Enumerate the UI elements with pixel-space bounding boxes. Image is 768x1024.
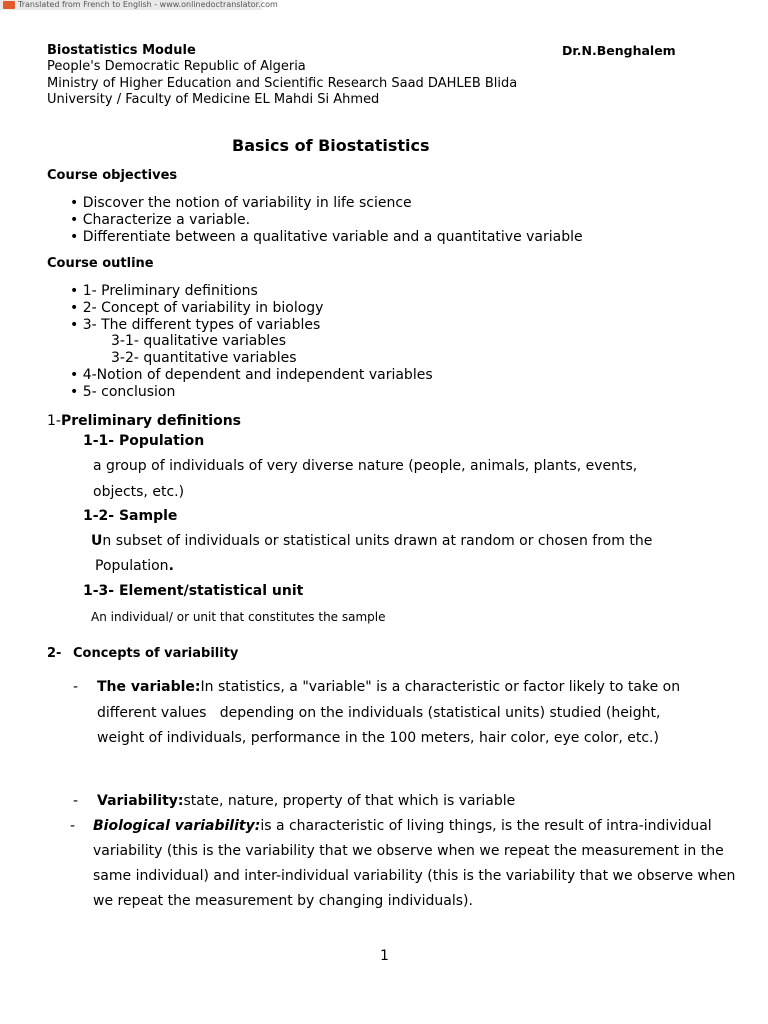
biological-line-1 (93, 818, 712, 835)
biological-line-4: we repeat the measurement by changing individuals). (93, 893, 473, 909)
sample-text-2-period: . (168, 558, 174, 574)
variability-term: Variability: (97, 793, 184, 809)
biological-line-3: same individual) and inter-individual variability (this is the variability that we observe when (93, 868, 736, 884)
section-1-heading (47, 413, 241, 430)
variable-term: The variable: (97, 679, 201, 695)
sample-text-1-rest: n subset of individuals or statistical units drawn at random or chosen from the (102, 533, 653, 549)
variability-dash: - (73, 793, 79, 809)
banner-text: Translated from French to English - www.onlinedoctranslator.com (18, 0, 278, 9)
biological-line-2: variability (this is the variability that we observe when we repeat the measurement in the (93, 843, 724, 859)
outline-subitem: 3-1- qualitative variables (111, 333, 287, 349)
variable-definition: In statistics, a "variable" is a characteristic or factor likely to take on (200, 679, 681, 695)
variable-line-3: weight of individuals, performance in the 100 meters, hair color, eye color, etc.) (97, 730, 659, 746)
variability-definition: state, nature, property of that which is variable (183, 793, 516, 809)
header-line-2: Ministry of Higher Education and Scientific Research Saad DAHLEB Blida (47, 76, 518, 91)
objective-item: • Differentiate between a qualitative variable and a quantitative variable (70, 229, 583, 245)
variable-dash: - (73, 679, 79, 695)
outline-item: • 4-Notion of dependent and independent variables (70, 367, 433, 383)
outline-item: • 5- conclusion (70, 384, 176, 400)
module-title: Biostatistics Module (47, 43, 196, 58)
objective-item: • Characterize a variable. (70, 212, 251, 228)
outline-subitem: 3-2- quantitative variables (111, 350, 297, 366)
outline-item: • 3- The different types of variables (70, 317, 321, 333)
variable-line-2: different values depending on the individuals (statistical units) studied (height, (97, 705, 661, 721)
element-heading: 1-3- Element/statistical unit (83, 583, 304, 599)
sample-text-2 (95, 558, 174, 575)
translation-banner[interactable] (0, 0, 278, 10)
objective-item: • Discover the notion of variability in life science (70, 195, 412, 211)
population-text-2: objects, etc.) (93, 484, 185, 500)
header-line-3: University / Faculty of Medicine EL Mahdi Si Ahmed (47, 92, 380, 107)
biological-term: Biological variability: (93, 818, 261, 834)
header-line-1: People's Democratic Republic of Algeria (47, 59, 306, 74)
element-text: An individual/ or unit that constitutes the sample (91, 610, 386, 624)
sample-text-2-word: Population (95, 558, 169, 574)
population-text-1: a group of individuals of very diverse nature (people, animals, plants, events, (93, 458, 638, 474)
variability-line (97, 793, 515, 810)
variable-line-1 (97, 679, 680, 696)
objectives-heading: Course objectives (47, 168, 178, 183)
outline-item: • 2- Concept of variability in biology (70, 300, 324, 316)
section-2-number: 2- (47, 646, 62, 661)
page-number: 1 (380, 948, 389, 964)
section-1-title: Preliminary definitions (60, 413, 241, 429)
section-2-title: Concepts of variability (73, 646, 239, 661)
biological-definition: is a characteristic of living things, is the result of intra-individual (260, 818, 712, 834)
sample-initial: U (91, 533, 103, 549)
outline-heading: Course outline (47, 256, 154, 271)
sample-text-1 (91, 533, 652, 550)
outline-item: • 1- Preliminary definitions (70, 283, 258, 299)
section-1-number: 1- (47, 413, 61, 429)
sample-heading: 1-2- Sample (83, 508, 178, 524)
biological-dash: - (70, 818, 76, 834)
population-heading: 1-1- Population (83, 433, 205, 449)
page-title: Basics of Biostatistics (232, 136, 430, 155)
author-name: Dr.N.Benghalem (562, 43, 676, 58)
translator-logo-icon (3, 1, 15, 9)
